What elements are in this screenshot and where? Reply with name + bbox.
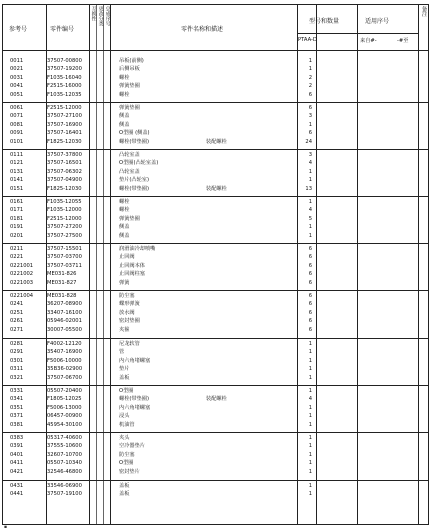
group-separator (3, 102, 428, 103)
ref-no-cell: 0221001 (10, 262, 34, 269)
ref-no-cell: 0141 (10, 177, 24, 184)
qty-cell: 13 (305, 185, 312, 192)
part-no-cell: 37507-16501 (47, 160, 82, 167)
part-no-cell: F1805-12025 (47, 396, 82, 403)
qty-cell: 6 (308, 105, 312, 111)
part-name-cell: 螺栓(带垫圈) (119, 138, 149, 145)
part-name-cell: O型圈 (119, 460, 134, 467)
ref-no-cell: 0211 (10, 246, 24, 252)
part-name-cell: 螺栓 (119, 199, 130, 205)
part-no-cell: ME031-828 (47, 293, 77, 299)
part-no-cell: 32546-46800 (47, 468, 82, 475)
group-separator (3, 480, 428, 481)
header-model-qty: 型号和数量 (309, 18, 340, 25)
qty-cell: 3 (308, 113, 312, 120)
ref-no-cell: 0241 (10, 301, 24, 308)
ref-no-cell: 0381 (10, 421, 24, 428)
part-name-cell: 密封垫片 (119, 468, 140, 475)
column-divider (89, 5, 90, 524)
ref-no-cell: 0411 (10, 460, 24, 467)
part-no-cell: 37507-03700 (47, 254, 82, 261)
part-no-cell: 33407-16100 (47, 309, 82, 316)
part-name-cell: 垫片(凸轮室) (119, 177, 149, 184)
part-no-cell: 33546-06900 (47, 483, 82, 489)
part-name-cell: 弹簧垫圈 (119, 83, 140, 90)
part-name-cell: 吊板(前侧) (119, 58, 144, 64)
part-desc-cell: 装配螺栓 (206, 396, 227, 403)
part-no-cell: ME031-827 (47, 279, 77, 286)
part-name-cell: 夹头 (119, 435, 130, 441)
header-interchangeability: 互换性 (90, 6, 97, 21)
part-no-cell: 37555-10600 (47, 443, 82, 450)
ref-no-cell: 0311 (10, 366, 24, 373)
part-name-cell: 垫片 (119, 366, 130, 373)
qty-cell: 1 (308, 491, 312, 498)
ref-no-cell: 0421 (10, 468, 24, 475)
qty-cell: 1 (308, 468, 312, 475)
ref-no-cell: 0091 (10, 130, 24, 137)
part-name-cell: 机油管 (119, 421, 135, 428)
qty-cell: 4 (308, 396, 312, 403)
qty-cell: 24 (305, 138, 312, 145)
ref-no-cell: 0391 (10, 443, 24, 450)
ref-no-cell: 0221002 (10, 271, 34, 278)
part-name-cell: 浸头 (119, 413, 130, 420)
part-no-cell: 35B36-02900 (47, 366, 83, 373)
header-model-code: PTAA-D (298, 37, 317, 43)
column-divider (110, 5, 111, 524)
part-name-cell: 止回阀本体 (119, 262, 145, 269)
header-part-no: 零件编号 (50, 26, 75, 33)
header-serial-from: 来自#- (360, 38, 377, 44)
qty-cell: 1 (308, 224, 312, 231)
part-no-cell: F2515-12000 (47, 105, 82, 111)
part-name-cell: 尼龙软管 (119, 341, 140, 347)
qty-cell: 1 (308, 349, 312, 356)
part-name-cell: 蝶形弹簧 (119, 301, 140, 308)
qty-cell: 4 (308, 207, 312, 214)
part-name-cell: 内六角堵螺塞 (119, 404, 151, 411)
part-name-cell: 盖板 (119, 374, 130, 381)
ref-no-cell: 0151 (10, 185, 24, 192)
ref-no-cell: 0071 (10, 113, 24, 120)
qty-cell: 1 (308, 374, 312, 381)
qty-cell: 2 (308, 74, 312, 81)
part-name-cell: 侧盖 (119, 121, 130, 128)
ref-no-cell: 0371 (10, 413, 24, 420)
part-no-cell: F2515-12000 (47, 215, 82, 222)
part-no-cell: 37507-19200 (47, 66, 82, 73)
qty-cell: 1 (308, 404, 312, 411)
part-no-cell: 37507-27200 (47, 224, 82, 231)
ref-no-cell: 0181 (10, 215, 24, 222)
part-name-cell: 凸轮室盖 (119, 168, 140, 175)
part-no-cell: 37507-04900 (47, 177, 82, 184)
part-no-cell: F1035-12000 (47, 207, 82, 214)
part-name-cell: 止回阀柱塞 (119, 271, 145, 278)
ref-no-cell: 0221004 (10, 293, 34, 299)
part-name-cell: 夹箍 (119, 326, 130, 333)
column-divider (418, 5, 419, 524)
ref-no-cell: 0281 (10, 341, 24, 347)
part-name-cell: 螺栓 (119, 74, 130, 81)
ref-no-cell: 0191 (10, 224, 24, 231)
part-name-cell: 放水阀 (119, 309, 135, 316)
part-name-cell: 盖板 (119, 491, 130, 498)
group-separator (3, 243, 428, 244)
part-name-cell: 螺栓(带垫圈) (119, 396, 149, 403)
group-separator (3, 385, 428, 386)
header-serial-to: -#至 (397, 38, 409, 44)
ref-no-cell: 0221 (10, 254, 24, 261)
qty-cell: 1 (308, 357, 312, 364)
qty-cell: 1 (308, 58, 312, 64)
group-separator (3, 338, 428, 339)
qty-cell: 1 (308, 435, 312, 441)
qty-cell: 6 (308, 254, 312, 261)
header-change-class: 更改分类 (97, 6, 104, 26)
ref-no-cell: 0051 (10, 91, 24, 98)
column-divider (103, 5, 104, 524)
header-name-desc: 零件名称和描述 (181, 26, 224, 33)
header-applicable-serial: 适用序号 (365, 18, 390, 25)
part-name-cell: O型圈(凸轮室盖) (119, 160, 159, 167)
parts-list-sheet (2, 4, 429, 525)
group-separator (3, 290, 428, 291)
part-name-cell: 防尘塞 (119, 293, 135, 299)
part-no-cell: 37507-19100 (47, 491, 82, 498)
qty-cell: 1 (308, 199, 312, 205)
part-no-cell: 05507-20400 (47, 388, 82, 394)
qty-cell: 6 (308, 318, 312, 325)
group-separator (3, 196, 428, 197)
part-name-cell: 止回阀 (119, 254, 135, 261)
ref-no-cell: 0081 (10, 121, 24, 128)
qty-cell: 1 (308, 341, 312, 347)
part-name-cell: 盖板 (119, 483, 130, 489)
qty-cell: 1 (308, 413, 312, 420)
part-no-cell: F4002-12120 (47, 341, 82, 347)
part-no-cell: 37507-06700 (47, 374, 82, 381)
part-name-cell: 空冷器垫片 (119, 443, 145, 450)
qty-cell: 1 (308, 443, 312, 450)
part-no-cell: F1035-12035 (47, 91, 82, 98)
qty-cell: 6 (308, 279, 312, 286)
part-no-cell: F2515-16000 (47, 83, 82, 90)
qty-cell: 1 (308, 451, 312, 458)
part-no-cell: 36207-08900 (47, 301, 82, 308)
header-assembly-no: 总成序号 (104, 6, 111, 26)
part-name-cell: 防尘塞 (119, 451, 135, 458)
qty-cell: 4 (308, 160, 312, 167)
qty-cell: 1 (308, 121, 312, 128)
part-no-cell: F1825-12030 (47, 138, 82, 145)
part-no-cell: 35407-16900 (47, 349, 82, 356)
ref-no-cell: 0161 (10, 199, 24, 205)
part-name-cell: 螺栓 (119, 91, 130, 98)
column-divider (316, 5, 317, 524)
part-no-cell: 37507-16401 (47, 130, 82, 137)
part-no-cell: 45954-30100 (47, 421, 82, 428)
ref-no-cell: 0011 (10, 58, 24, 64)
part-no-cell: 05946-02001 (47, 318, 82, 325)
ref-no-cell: 0431 (10, 483, 24, 489)
qty-cell: 6 (308, 271, 312, 278)
qty-cell: 1 (308, 366, 312, 373)
qty-cell: 1 (308, 460, 312, 467)
part-no-cell: 37507-16900 (47, 121, 82, 128)
part-no-cell: ME031-826 (47, 271, 77, 278)
part-name-cell: 弹簧垫圈 (119, 105, 140, 111)
ref-no-cell: 0341 (10, 396, 24, 403)
qty-cell: 6 (308, 246, 312, 252)
ref-no-cell: 0031 (10, 74, 24, 81)
part-no-cell: 37507-00800 (47, 58, 82, 64)
ref-no-cell: 0291 (10, 349, 24, 356)
group-separator (3, 149, 428, 150)
ref-no-cell: 0171 (10, 207, 24, 214)
ref-no-cell: 0111 (10, 152, 24, 158)
group-separator (3, 432, 428, 433)
part-no-cell: 05317-40600 (47, 435, 82, 441)
qty-cell: 1 (308, 168, 312, 175)
part-name-cell: 管 (119, 349, 125, 356)
qty-cell: 5 (308, 215, 312, 222)
qty-cell: 2 (308, 83, 312, 90)
qty-cell: 1 (308, 421, 312, 428)
header-bottom-rule (3, 50, 428, 51)
ref-no-cell: 0401 (10, 451, 24, 458)
part-name-cell: 侧盖 (119, 232, 130, 239)
part-no-cell: 37507-37800 (47, 152, 82, 158)
qty-cell: 6 (308, 262, 312, 269)
qty-cell: 1 (308, 66, 312, 73)
part-name-cell: O型圈 (侧盖) (119, 130, 150, 137)
ref-no-cell: 0331 (10, 388, 24, 394)
qty-cell: 6 (308, 309, 312, 316)
part-no-cell: F5006-10000 (47, 357, 82, 364)
qty-cell: 1 (308, 483, 312, 489)
column-divider (357, 5, 358, 524)
ref-no-cell: 0041 (10, 83, 24, 90)
ref-no-cell: 0351 (10, 404, 24, 411)
part-name-cell: 弹簧垫圈 (119, 215, 140, 222)
part-no-cell: F1825-12030 (47, 185, 82, 192)
ref-no-cell: 0321 (10, 374, 24, 381)
ref-no-cell: 0441 (10, 491, 24, 498)
ref-no-cell: 0201 (10, 232, 24, 239)
part-no-cell: F5006-13000 (47, 404, 82, 411)
part-name-cell: O型圈 (119, 388, 134, 394)
part-name-cell: 凸轮室盖 (119, 152, 140, 158)
part-no-cell: 32607-10700 (47, 451, 82, 458)
qty-cell: 6 (308, 293, 312, 299)
part-no-cell: 30007-05500 (47, 326, 82, 333)
part-desc-cell: 装配螺栓 (206, 185, 227, 192)
ref-no-cell: 0061 (10, 105, 24, 111)
header-remarks: 备注 (420, 6, 427, 17)
part-name-cell: 密封垫圈 (119, 318, 140, 325)
ref-no-cell: 0251 (10, 309, 24, 316)
ref-no-cell: 0101 (10, 138, 24, 145)
part-no-cell: 37507-03711 (47, 262, 82, 269)
qty-cell: 1 (308, 388, 312, 394)
part-name-cell: 侧盖 (119, 113, 130, 120)
ref-no-cell: 0131 (10, 168, 24, 175)
column-divider (297, 5, 298, 524)
ref-no-cell: 0383 (10, 435, 24, 441)
qty-cell: 6 (308, 301, 312, 308)
qty-cell: 6 (308, 326, 312, 333)
part-no-cell: 37507-06302 (47, 168, 82, 175)
qty-cell: 3 (308, 152, 312, 158)
part-name-cell: 后侧吊板 (119, 66, 140, 73)
part-name-cell: 弹簧 (119, 279, 130, 286)
part-name-cell: 侧盖 (119, 224, 130, 231)
header-ref-no: 参考号 (9, 26, 28, 33)
qty-cell: 6 (308, 130, 312, 137)
part-name-cell: 螺栓(带垫圈) (119, 185, 149, 192)
ref-no-cell: 0121 (10, 160, 24, 167)
ref-no-cell: 0221003 (10, 279, 34, 286)
qty-cell: 1 (308, 232, 312, 239)
part-name-cell: 内六角堵螺塞 (119, 357, 151, 364)
part-no-cell: 37507-15501 (47, 246, 82, 252)
qty-cell: 1 (308, 177, 312, 184)
part-no-cell: 05507-10340 (47, 460, 82, 467)
part-name-cell: 润滑油冷却喷嘴 (119, 246, 156, 252)
part-no-cell: F1035-12055 (47, 199, 82, 205)
part-name-cell: 螺栓 (119, 207, 130, 214)
part-desc-cell: 装配螺栓 (206, 138, 227, 145)
ref-no-cell: 0261 (10, 318, 24, 325)
ref-no-cell: 0301 (10, 357, 24, 364)
part-no-cell: 37507-27100 (47, 113, 82, 120)
footer-left-mark: ▪ (4, 525, 8, 530)
ref-no-cell: 0021 (10, 66, 24, 73)
part-no-cell: 06457-00900 (47, 413, 82, 420)
column-divider (96, 5, 97, 524)
header-subdivider (297, 33, 418, 34)
qty-cell: 6 (308, 91, 312, 98)
part-no-cell: F1035-16040 (47, 74, 82, 81)
part-no-cell: 37507-27500 (47, 232, 82, 239)
ref-no-cell: 0271 (10, 326, 24, 333)
